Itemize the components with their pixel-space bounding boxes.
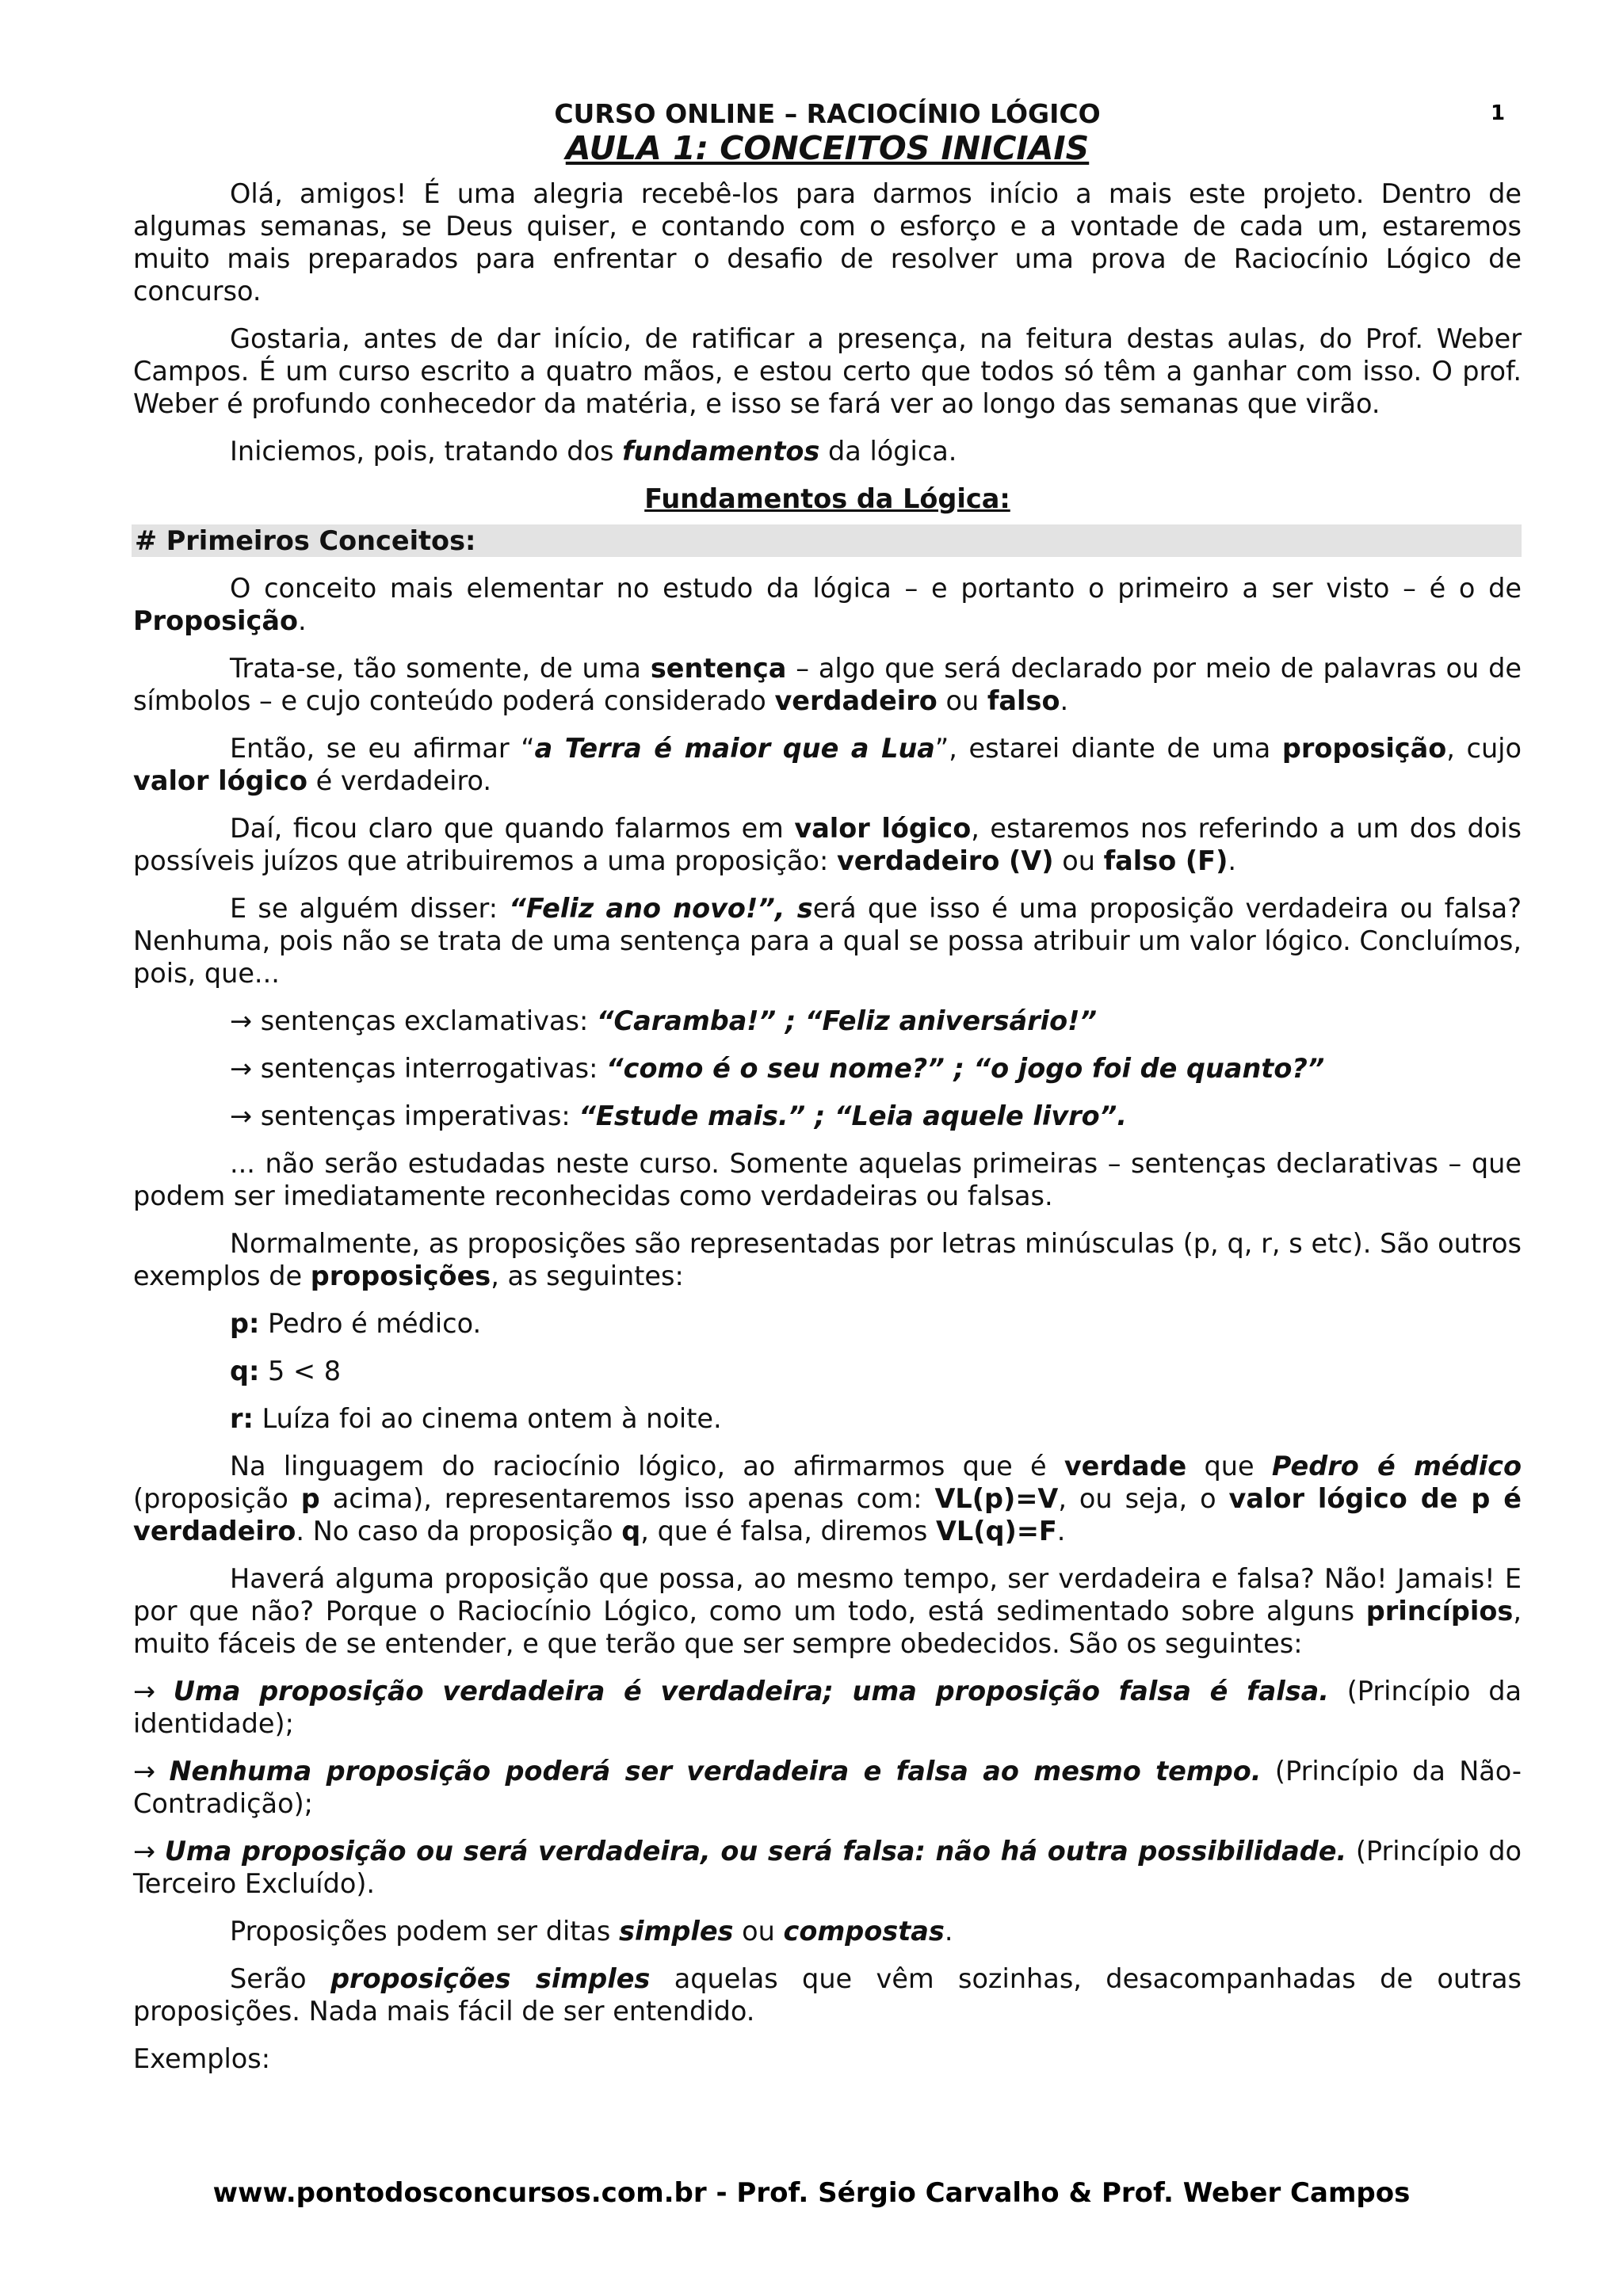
intro-paragraph-3: Iniciemos, pois, tratando dos fundamentos da lógica.: [230, 436, 957, 467]
concept-paragraph-5: E se alguém disser: “Feliz ano novo!”, será que isso é uma proposição verdadeira ou falsa? Nenhuma, pois não se trata de uma sentença para a qual se possa atribuir um valor lógico. Concluímos, pois, que...: [133, 893, 1522, 989]
examples-label: Exemplos:: [133, 2043, 271, 2074]
concept-paragraph-2: Trata-se, tão somente, de uma sentença – algo que será declarado por meio de palavras ou de símbolos – e cujo conteúdo poderá considerado verdadeiro ou falso.: [133, 653, 1522, 716]
section-title: Fundamentos da Lógica:: [644, 483, 1010, 514]
document-page: [133, 89, 1522, 2228]
example-item: q: 5 < 8: [230, 1356, 342, 1386]
list-item: → sentenças interrogativas: “como é o seu nome?” ; “o jogo foi de quanto?”: [230, 1053, 1325, 1084]
subsection-title: # Primeiros Conceitos:: [132, 524, 1522, 557]
course-title: CURSO ONLINE – RACIOCÍNIO LÓGICO: [554, 98, 1101, 129]
principle-item: → Nenhuma proposição poderá ser verdadeira e falsa ao mesmo tempo. (Princípio da Não-Contradição);: [133, 1756, 1522, 1819]
footer: www.pontodosconcursos.com.br - Prof. Sérgio Carvalho & Prof. Weber Campos: [212, 2177, 1411, 2209]
principle-item: → Uma proposição verdadeira é verdadeira; uma proposição falsa é falsa. (Princípio da identidade);: [133, 1676, 1522, 1739]
after-list-paragraph: ... não serão estudadas neste curso. Somente aquelas primeiras – sentenças declarativas – que podem ser imediatamente reconhecidas como verdadeiras ou falsas.: [133, 1148, 1522, 1211]
lesson-title: AULA 1: CONCEITOS INICIAIS: [565, 129, 1090, 167]
types-paragraph: Proposições podem ser ditas simples ou compostas.: [230, 1916, 953, 1947]
concept-paragraph-1: O conceito mais elementar no estudo da lógica – e portanto o primeiro a ser visto – é o de Proposição.: [133, 573, 1522, 636]
list-item: → sentenças imperativas: “Estude mais.” ; “Leia aquele livro”.: [230, 1100, 1128, 1131]
arrow-icon: →: [133, 1676, 174, 1707]
principle-item: → Uma proposição ou será verdadeira, ou será falsa: não há outra possibilidade. (Princípio do Terceiro Excluído).: [133, 1836, 1522, 1899]
arrow-icon: →: [230, 1005, 253, 1036]
concept-paragraph-3: Então, se eu afirmar “a Terra é maior que a Lua”, estarei diante de uma proposição, cujo valor lógico é verdadeiro.: [133, 733, 1522, 796]
arrow-icon: →: [133, 1756, 170, 1787]
simple-definition-paragraph: Serão proposições simples aquelas que vêm sozinhas, desacompanhadas de outras proposições. Nada mais fácil de ser entendido.: [133, 1963, 1522, 2027]
page-number: 1: [1491, 101, 1506, 125]
principles-intro-paragraph: Haverá alguma proposição que possa, ao mesmo tempo, ser verdadeira e falsa? Não! Jamais! E por que não? Porque o Raciocínio Lógico, como um todo, está sedimentado sobre alguns princípios, muito fáceis de se entender, e que terão que ser sempre obedecidos. São os seguintes:: [133, 1563, 1522, 1659]
intro-paragraph-2: Gostaria, antes de dar início, de ratificar a presença, na feitura destas aulas, do Prof. Weber Campos. É um curso escrito a quatro mãos, e estou certo que todos só têm a ganhar com isso. O prof. Weber é profundo conhecedor da matéria, e isso se fará ver ao longo das semanas que virão.: [133, 323, 1522, 419]
intro-paragraph-1: Olá, amigos! É uma alegria recebê-los para darmos início a mais este projeto. Dentro de algumas semanas, se Deus quiser, e contando com o esforço e a vontade de cada um, estaremos muito mais preparados para enfrentar o desafio de resolver uma prova de Raciocínio Lógico de concurso.: [133, 178, 1522, 307]
concept-paragraph-4: Daí, ficou claro que quando falarmos em valor lógico, estaremos nos referindo a um dos dois possíveis juízos que atribuiremos a uma proposição: verdadeiro (V) ou falso (F).: [133, 813, 1522, 876]
arrow-icon: →: [133, 1836, 165, 1867]
truth-value-paragraph: Na linguagem do raciocínio lógico, ao afirmarmos que é verdade que Pedro é médico (proposição p acima), representaremos isso apenas com: VL(p)=V, ou seja, o valor lógico de p é verdadeiro. No caso da proposição q, que é falsa, diremos VL(q)=F.: [133, 1451, 1522, 1547]
arrow-icon: →: [230, 1100, 253, 1131]
examples-intro-paragraph: Normalmente, as proposições são representadas por letras minúsculas (p, q, r, s etc). São outros exemplos de proposições, as seguintes:: [133, 1228, 1522, 1291]
example-item: p: Pedro é médico.: [230, 1308, 482, 1339]
example-item: r: Luíza foi ao cinema ontem à noite.: [230, 1403, 722, 1434]
arrow-icon: →: [230, 1053, 253, 1084]
list-item: → sentenças exclamativas: “Caramba!” ; “Feliz aniversário!”: [230, 1005, 1098, 1036]
